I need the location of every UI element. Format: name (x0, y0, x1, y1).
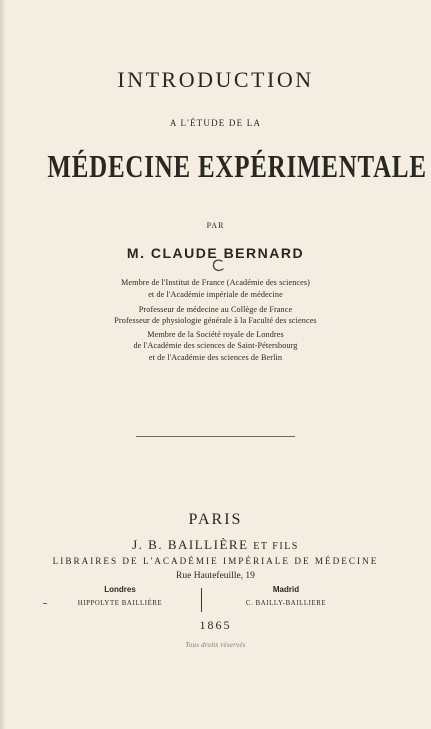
credential-line: et de l'Académie des sciences de Berlin (148, 353, 283, 362)
branch-city-madrid: Madrid (272, 585, 300, 594)
author-name: M. CLAUDE BERNARD (126, 245, 305, 261)
publisher-address: Rue Hautefeuille, 19 (176, 571, 255, 581)
credential-line: Professeur de physiologie générale à la Faculté des sciences (114, 316, 317, 325)
publisher-name (0, 538, 431, 552)
publisher-name-main: J. B. BAILLIÈRE (132, 537, 249, 552)
byline-par: PAR (206, 221, 225, 230)
handwritten-mark (211, 258, 225, 274)
branch-divider (201, 588, 202, 612)
publisher-title: LIBRAIRES DE L'ACADÉMIE IMPÉRIALE DE MÉDECINE (52, 556, 379, 566)
branch-name-madrid: C. BAILLY-BAILLIERE (245, 600, 327, 607)
branch-name-london: HIPPOLYTE BAILLIÈRE (77, 600, 163, 607)
rights-notice: Tous droits réservés (185, 642, 246, 649)
publication-year: 1865 (199, 618, 232, 632)
credential-line: Membre de l'Institut de France (Académie des sciences) (121, 278, 310, 287)
imprint-city: PARIS (188, 511, 243, 528)
title-subline: A L'ÉTUDE DE LA (169, 118, 262, 128)
title-introduction: INTRODUCTION (117, 67, 314, 92)
horizontal-rule (136, 436, 295, 437)
credential-line: Membre de la Société royale de Londres (147, 330, 284, 339)
branch-city-london: Londres (104, 585, 136, 594)
credential-line: de l'Académie des sciences de Saint-Pétersbourg (133, 341, 298, 350)
title-main: MÉDECINE EXPÉRIMENTALE (47, 148, 427, 184)
publisher-name-suffix: ET FILS (253, 541, 299, 552)
credential-line: et de l'Académie impériale de médecine (148, 290, 283, 299)
credential-line: Professeur de médecine au Collège de France (138, 305, 293, 314)
margin-dash (43, 603, 47, 604)
